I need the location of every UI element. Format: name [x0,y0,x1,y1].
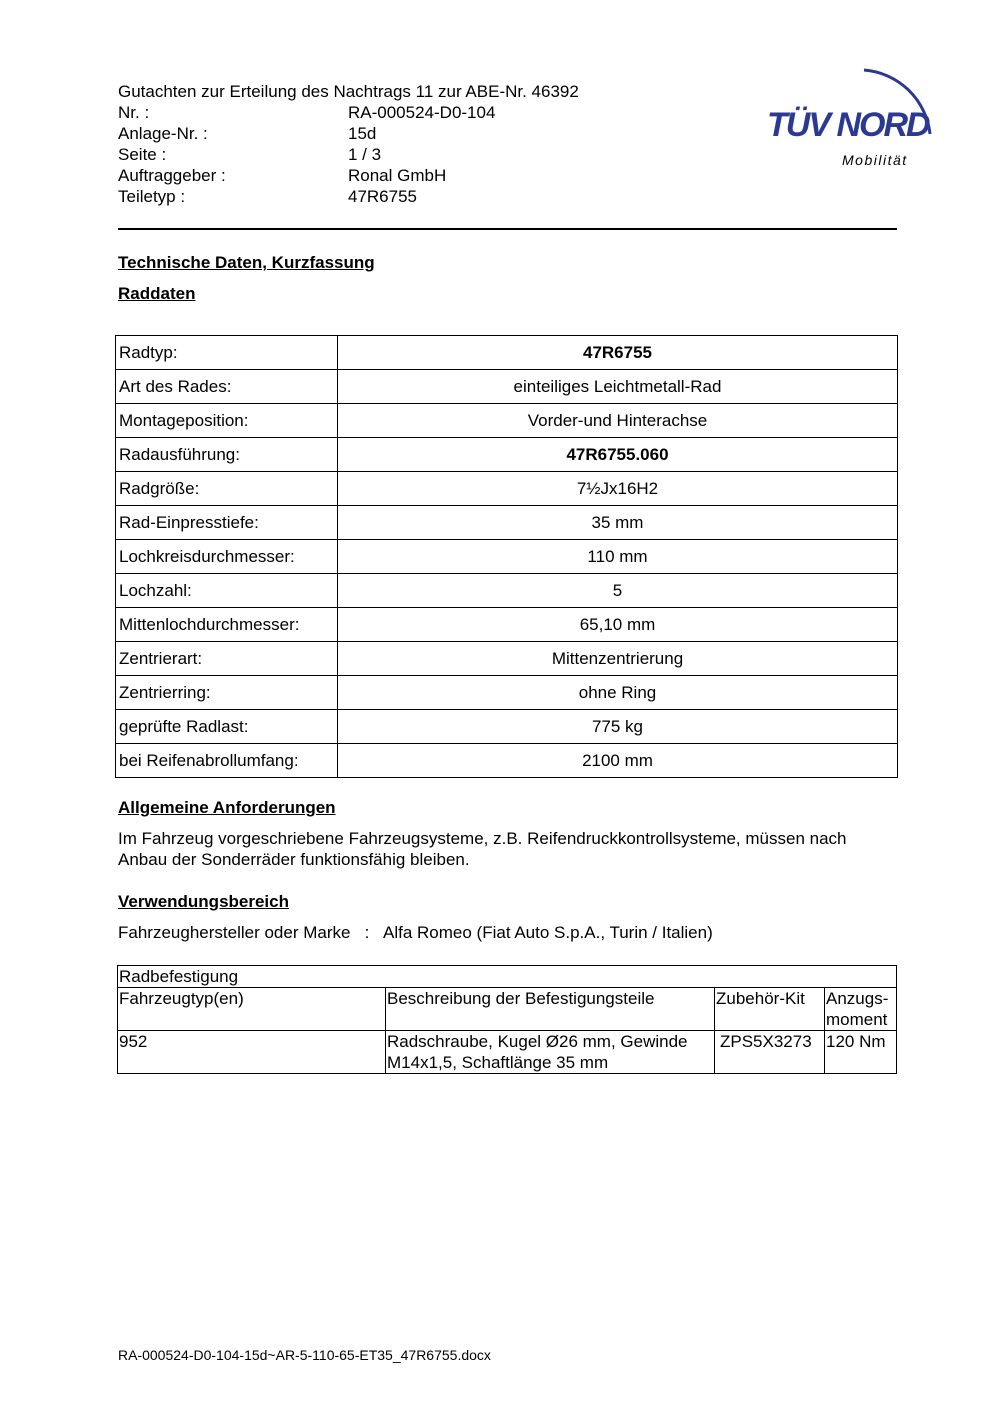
row-value: ohne Ring [338,676,898,710]
table-row [116,370,898,404]
table-row [116,438,898,472]
table-row [116,540,898,574]
row-value: 775 kg [338,710,898,744]
header-row-auftraggeber [118,165,579,186]
row-label: Rad-Einpresstiefe: [116,506,338,540]
row-value: 5 [338,574,898,608]
row-label: Zentrierring: [116,676,338,710]
row-value: 65,10 mm [338,608,898,642]
row-value: 110 mm [338,540,898,574]
row-label: Radausführung: [116,438,338,472]
heading-verwendungsbereich: Verwendungsbereich [118,892,289,911]
table-row [116,472,898,506]
row-label: geprüfte Radlast: [116,710,338,744]
header-row-nr [118,102,579,123]
row-label: Montageposition: [116,404,338,438]
header-key: Seite : [118,145,167,164]
row-value: 35 mm [338,506,898,540]
row-label: Zentrierart: [116,642,338,676]
table-row [116,710,898,744]
cell: ZPS5X3273 [715,1031,825,1074]
row-label: bei Reifenabrollumfang: [116,744,338,778]
row-value: Vorder-und Hinterachse [338,404,898,438]
cell: Radschraube, Kugel Ø26 mm, Gewinde M14x1,5, Schaftlänge 35 mm [386,1031,715,1074]
col-header: Beschreibung der Befestigungsteile [386,988,715,1031]
manufacturer-label: Fahrzeughersteller oder Marke : [118,923,370,942]
table-row [116,676,898,710]
header-value: Ronal GmbH [348,166,447,185]
row-value: Mittenzentrierung [338,642,898,676]
header-key: Anlage-Nr. : [118,124,208,143]
header-divider [118,228,897,230]
row-label: Radgröße: [116,472,338,506]
mount-table-header [118,988,897,1031]
table-row [116,506,898,540]
table-row [116,404,898,438]
col-header: Anzugs-moment [825,988,897,1031]
table-row [116,642,898,676]
wheel-data-table [115,335,898,778]
header-row-teiletyp [118,186,579,207]
table-row [116,574,898,608]
cell: 120 Nm [825,1031,897,1074]
row-label: Lochkreisdurchmesser: [116,540,338,574]
logo-subtitle: Mobilität [842,152,908,168]
document-header [118,81,579,207]
header-key: Nr. : [118,103,150,122]
cell: 952 [118,1031,386,1074]
table-row [118,1031,897,1074]
row-label: Art des Rades: [116,370,338,404]
row-value: 7½Jx16H2 [338,472,898,506]
header-value: 1 / 3 [348,145,382,164]
heading-technische-daten: Technische Daten, Kurzfassung [118,253,375,272]
logo-wordmark: TÜV NORD [767,106,929,144]
header-row-seite [118,144,579,165]
col-header: Zubehör-Kit [715,988,825,1031]
col-header: Fahrzeugtyp(en) [118,988,386,1031]
header-value: 47R6755 [348,187,418,206]
row-label: Mittenlochdurchmesser: [116,608,338,642]
row-label: Lochzahl: [116,574,338,608]
header-value: 15d [348,124,377,143]
header-value: RA-000524-D0-104 [348,103,496,122]
row-value: 47R6755 [338,336,898,370]
header-row-anlage [118,123,579,144]
tuev-nord-logo [764,58,944,173]
allgemein-paragraph: Im Fahrzeug vorgeschriebene Fahrzeugsysteme, z.B. Reifendruckkontrollsysteme, müssen nach Anbau der Sonderräder funktionsfähig bleiben. [118,829,847,869]
table-row [116,336,898,370]
row-value: einteiliges Leichtmetall-Rad [338,370,898,404]
table-row [116,744,898,778]
row-value: 2100 mm [338,744,898,778]
manufacturer-value: Alfa Romeo (Fiat Auto S.p.A., Turin / Italien) [383,923,713,942]
row-value: 47R6755.060 [338,438,898,472]
table-row [116,608,898,642]
mount-table [117,965,897,1074]
header-key: Auftraggeber : [118,166,226,185]
row-label: Radtyp: [116,336,338,370]
mount-table-title: Radbefestigung [118,966,897,988]
heading-allgemeine-anforderungen: Allgemeine Anforderungen [118,798,336,817]
heading-raddaten: Raddaten [118,284,196,303]
header-key: Teiletyp : [118,187,186,206]
footer-filename: RA-000524-D0-104-15d~AR-5-110-65-ET35_47R6755.docx [118,1347,491,1363]
manufacturer-row [118,922,713,943]
document-title: Gutachten zur Erteilung des Nachtrags 11 zur ABE-Nr. 46392 [118,82,579,101]
